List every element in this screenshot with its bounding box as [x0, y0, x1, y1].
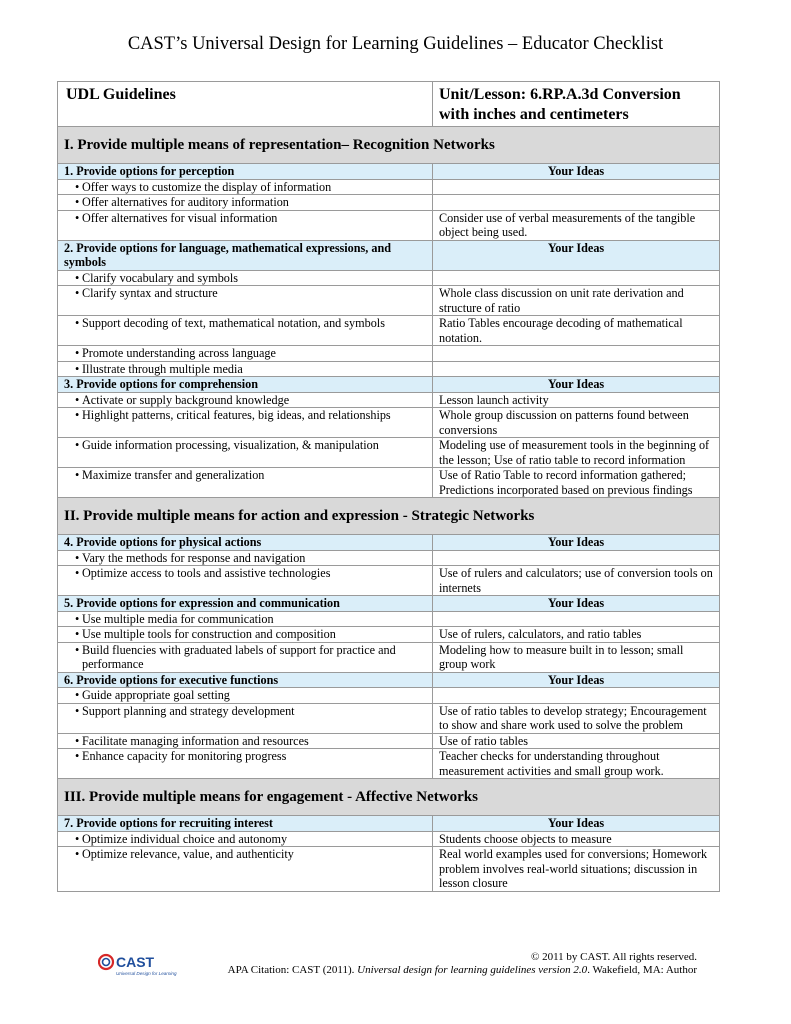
checkpoint-row — [58, 408, 720, 438]
bullet-icon: • — [75, 408, 80, 422]
bullet-icon: • — [75, 316, 80, 330]
cast-logo — [98, 952, 178, 978]
checkpoint-text: Optimize access to tools and assistive technologies — [82, 566, 331, 580]
idea-cell — [433, 688, 720, 704]
checkpoint-row — [58, 286, 720, 316]
idea-cell: Use of ratio tables to develop strategy; Encouragement to show and share work used to solve the problem — [433, 703, 720, 733]
checkpoint — [58, 566, 433, 596]
principle-row — [58, 498, 720, 535]
guideline-row — [58, 672, 720, 688]
checkpoint — [58, 733, 433, 749]
checkpoint — [58, 627, 433, 643]
checkpoint — [58, 831, 433, 847]
idea-cell: Use of ratio tables — [433, 733, 720, 749]
checkpoint-row — [58, 346, 720, 362]
checkpoint-text: Use multiple media for communication — [82, 611, 274, 626]
your-ideas-label: Your Ideas — [433, 240, 720, 270]
checkpoint-row — [58, 195, 720, 211]
logo-text: CAST — [116, 954, 155, 970]
your-ideas-label: Your Ideas — [433, 535, 720, 551]
idea-cell: Whole group discussion on patterns found between conversions — [433, 408, 720, 438]
guideline-title: 6. Provide options for executive functions — [58, 672, 433, 688]
bullet-icon: • — [75, 749, 80, 763]
checkpoint-text: Support planning and strategy development — [82, 703, 295, 718]
checkpoint-row — [58, 847, 720, 892]
checkpoint — [58, 703, 433, 733]
checkpoint-row — [58, 627, 720, 643]
idea-cell: Whole class discussion on unit rate derivation and structure of ratio — [433, 286, 720, 316]
guideline-row — [58, 164, 720, 180]
checkpoint — [58, 346, 433, 362]
checkpoint-text: Clarify syntax and structure — [82, 286, 218, 300]
checkpoint — [58, 408, 433, 438]
checkpoint-text: Activate or supply background knowledge — [82, 392, 290, 407]
principle-title: I. Provide multiple means of representation– Recognition Networks — [58, 127, 720, 164]
checkpoint-row — [58, 703, 720, 733]
checkpoint-text: Offer alternatives for auditory information — [82, 195, 289, 209]
your-ideas-label: Your Ideas — [433, 377, 720, 393]
checkpoint-text: Vary the methods for response and navigation — [82, 550, 306, 565]
bullet-icon: • — [75, 195, 80, 209]
guideline-row — [58, 535, 720, 551]
checkpoint — [58, 688, 433, 704]
checkpoint-text: Support decoding of text, mathematical notation, and symbols — [82, 316, 385, 330]
guideline-row — [58, 816, 720, 832]
checkpoint-row — [58, 361, 720, 377]
idea-cell: Use of rulers and calculators; use of conversion tools on internets — [433, 566, 720, 596]
checkpoint-row — [58, 688, 720, 704]
checkpoint-row — [58, 749, 720, 779]
checkpoint-text: Promote understanding across language — [82, 346, 276, 360]
bullet-icon: • — [75, 611, 80, 626]
bullet-icon: • — [75, 627, 80, 641]
idea-cell: Ratio Tables encourage decoding of mathematical notation. — [433, 316, 720, 346]
checkpoint — [58, 195, 433, 211]
checkpoint-row — [58, 550, 720, 566]
logo-tagline: Universal Design for Learning — [116, 971, 177, 976]
checkpoint-row — [58, 316, 720, 346]
bullet-icon: • — [75, 286, 80, 300]
checkpoint-row — [58, 392, 720, 408]
idea-cell: Teacher checks for understanding throughout measurement activities and small group work. — [433, 749, 720, 779]
checkpoint-text: Illustrate through multiple media — [82, 361, 243, 376]
idea-cell — [433, 361, 720, 377]
checkpoint — [58, 749, 433, 779]
idea-cell — [433, 346, 720, 362]
checkpoint — [58, 286, 433, 316]
checkpoint-text: Offer ways to customize the display of information — [82, 179, 332, 194]
header-unit-lesson: Unit/Lesson: 6.RP.A.3d Conversion with inches and centimeters — [433, 82, 720, 127]
checkpoint-row — [58, 468, 720, 498]
checkpoint-row — [58, 179, 720, 195]
guideline-row — [58, 377, 720, 393]
checkpoint-text: Guide appropriate goal setting — [82, 688, 230, 702]
guideline-title: 2. Provide options for language, mathematical expressions, and symbols — [58, 240, 433, 270]
bullet-icon: • — [75, 392, 80, 407]
your-ideas-label: Your Ideas — [433, 164, 720, 180]
bullet-icon: • — [75, 642, 80, 657]
idea-cell — [433, 611, 720, 627]
citation-suffix: . Wakefield, MA: Author — [587, 964, 697, 976]
checkpoint — [58, 847, 433, 892]
checkpoint — [58, 611, 433, 627]
bullet-icon: • — [75, 703, 80, 718]
logo-ring-outer — [99, 955, 113, 969]
idea-cell — [433, 550, 720, 566]
your-ideas-label: Your Ideas — [433, 816, 720, 832]
idea-cell: Use of rulers, calculators, and ratio tables — [433, 627, 720, 643]
bullet-icon: • — [75, 361, 80, 376]
guideline-title: 3. Provide options for comprehension — [58, 377, 433, 393]
your-ideas-label: Your Ideas — [433, 672, 720, 688]
idea-cell: Students choose objects to measure — [433, 831, 720, 847]
checkpoint-text: Maximize transfer and generalization — [82, 468, 265, 482]
udl-checklist-table — [57, 81, 720, 892]
idea-cell: Modeling how to measure built in to lesson; small group work — [433, 642, 720, 672]
checkpoint-text: Highlight patterns, critical features, big ideas, and relationships — [82, 408, 391, 422]
checkpoint — [58, 316, 433, 346]
guideline-title: 5. Provide options for expression and communication — [58, 596, 433, 612]
idea-cell: Consider use of verbal measurements of the tangible object being used. — [433, 210, 720, 240]
idea-cell: Use of Ratio Table to record information gathered; Predictions incorporated based on previous findings — [433, 468, 720, 498]
checkpoint — [58, 438, 433, 468]
checkpoint — [58, 210, 433, 240]
checkpoint-row — [58, 210, 720, 240]
principle-row — [58, 127, 720, 164]
bullet-icon: • — [75, 688, 80, 702]
bullet-icon: • — [75, 210, 80, 225]
guideline-row — [58, 240, 720, 270]
your-ideas-label: Your Ideas — [433, 596, 720, 612]
bullet-icon: • — [75, 566, 80, 580]
checkpoint — [58, 468, 433, 498]
principle-row — [58, 779, 720, 816]
checkpoint-text: Optimize individual choice and autonomy — [82, 831, 288, 846]
checkpoint-text: Optimize relevance, value, and authenticity — [82, 847, 294, 861]
citation-prefix: APA Citation: CAST (2011). — [227, 964, 358, 976]
guideline-title: 7. Provide options for recruiting interest — [58, 816, 433, 832]
checkpoint-text: Offer alternatives for visual information — [82, 210, 278, 225]
checkpoint — [58, 642, 433, 672]
checkpoint — [58, 392, 433, 408]
checkpoint-text: Use multiple tools for construction and composition — [82, 627, 336, 641]
idea-cell: Lesson launch activity — [433, 392, 720, 408]
bullet-icon: • — [75, 733, 80, 748]
bullet-icon: • — [75, 346, 80, 360]
copyright-notice: © 2011 by CAST. All rights reserved. — [530, 951, 697, 963]
header-udl-guidelines: UDL Guidelines — [58, 82, 433, 127]
bullet-icon: • — [75, 270, 80, 285]
idea-cell — [433, 195, 720, 211]
checkpoint-row — [58, 733, 720, 749]
apa-citation — [228, 964, 697, 976]
checkpoint — [58, 550, 433, 566]
guideline-title: 1. Provide options for perception — [58, 164, 433, 180]
table-header-row — [58, 82, 720, 127]
principle-title: III. Provide multiple means for engagement - Affective Networks — [58, 779, 720, 816]
checkpoint-text: Facilitate managing information and resources — [82, 733, 309, 748]
bullet-icon: • — [75, 438, 80, 452]
idea-cell: Modeling use of measurement tools in the beginning of the lesson; Use of ratio table to record information — [433, 438, 720, 468]
idea-cell — [433, 179, 720, 195]
checkpoint-row — [58, 642, 720, 672]
checkpoint-row — [58, 566, 720, 596]
checkpoint — [58, 270, 433, 286]
document-title: CAST’s Universal Design for Learning Guidelines – Educator Checklist — [127, 34, 664, 54]
bullet-icon: • — [75, 468, 80, 482]
checkpoint — [58, 361, 433, 377]
checkpoint — [58, 179, 433, 195]
bullet-icon: • — [75, 550, 80, 565]
checkpoint-text: Clarify vocabulary and symbols — [82, 270, 239, 285]
logo-ring-inner — [103, 959, 110, 966]
checkpoint-row — [58, 831, 720, 847]
checkpoint-text: Guide information processing, visualization, & manipulation — [82, 438, 379, 452]
idea-cell — [433, 270, 720, 286]
guideline-row — [58, 596, 720, 612]
checkpoint-row — [58, 270, 720, 286]
principle-title: II. Provide multiple means for action and expression - Strategic Networks — [58, 498, 720, 535]
bullet-icon: • — [75, 847, 80, 861]
checkpoint-text: Enhance capacity for monitoring progress — [82, 749, 287, 763]
citation-title: Universal design for learning guidelines version 2.0 — [357, 964, 588, 976]
checkpoint-row — [58, 438, 720, 468]
guideline-title: 4. Provide options for physical actions — [58, 535, 433, 551]
checkpoint-row — [58, 611, 720, 627]
idea-cell: Real world examples used for conversions; Homework problem involves real-world situations; discussion in lesson closure — [433, 847, 720, 892]
checkpoint-text: Build fluencies with graduated labels of support for practice and performance — [82, 642, 396, 671]
bullet-icon: • — [75, 831, 80, 846]
bullet-icon: • — [75, 179, 80, 194]
